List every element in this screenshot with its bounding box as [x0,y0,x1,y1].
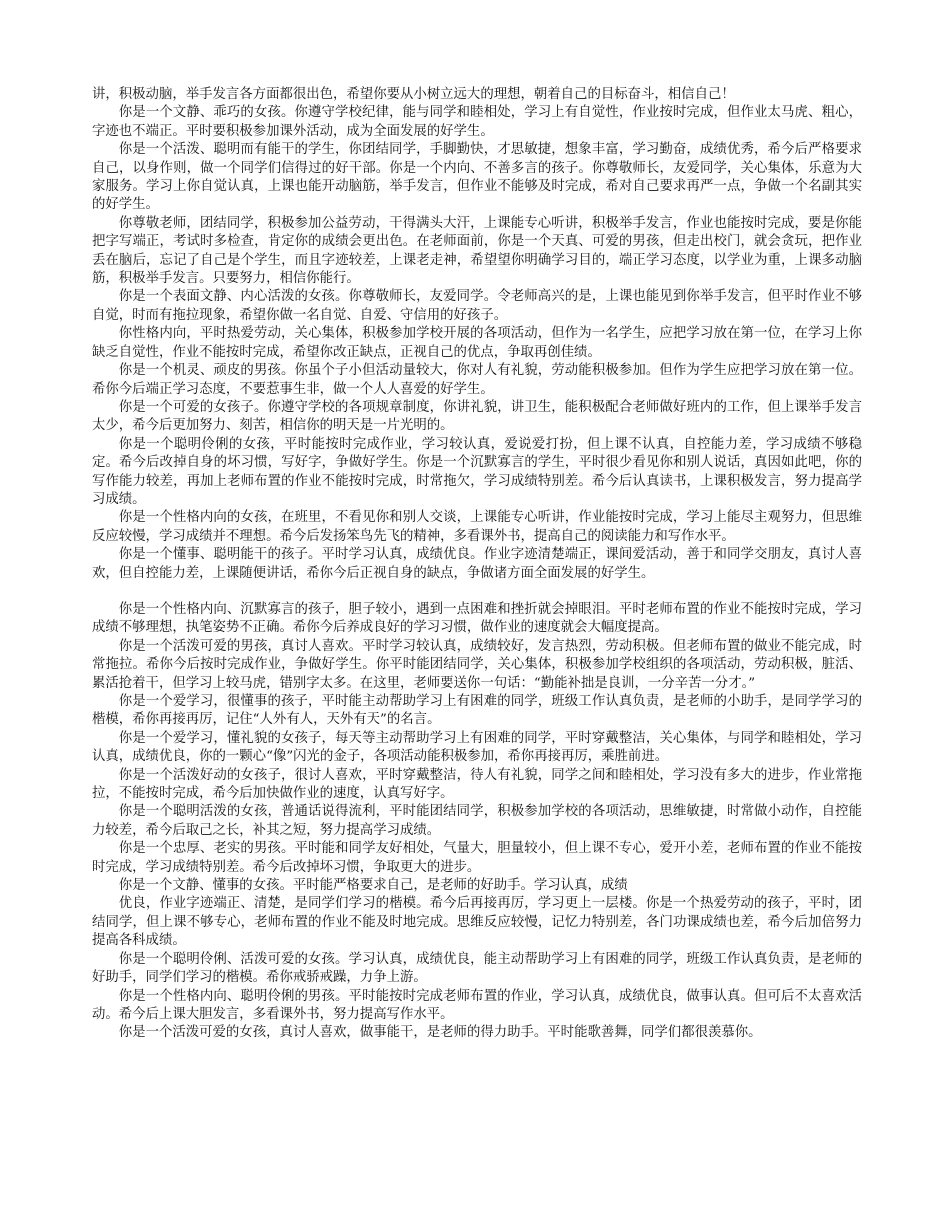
section-gap [92,583,862,601]
comment-paragraph: 你是一个聪明伶俐、活泼可爱的女孩。学习认真，成绩优良，能主动帮助学习上有困难的同学，班级工作认真负责，是老师的好助手，同学们学习的楷模。希你戒骄戒躁，力争上游。 [92,951,862,986]
comment-paragraph: 你性格内向，平时热爱劳动，关心集体，积极参加学校开展的各项活动，但作为一名学生，应把学习放在第一位，在学习上你缺乏自觉性，作业不能按时完成，希望你改正缺点，正视自己的优点，争取再创佳绩。 [92,326,862,360]
comment-paragraph: 你是一个性格内向、聪明伶俐的男孩。平时能按时完成老师布置的作业，学习认真，成绩优良，做事认真。但可后不太喜欢活动。希今后上课大胆发言，多看课外书，努力提高写作水平。 [92,988,862,1022]
comment-paragraph: 你是一个活泼可爱的女孩，真讨人喜欢，做事能干，是老师的得力助手。平时能歌善舞，同学们都很羡慕你。 [118,1025,762,1041]
comment-paragraph: 你是一个机灵、顽皮的男孩。你虽个子小但活动量较大，你对人有礼貌，劳动能积极参加。但作为学生应把学习放在第一位。希你今后端正学习态度，不要惹事生非，做一个人人喜爱的好学生。 [92,363,862,397]
comment-paragraph: 讲，积极动脑，举手发言各方面都很出色，希望你要从小树立远大的理想，朝着自己的目标奋斗，相信自己！ [92,87,735,102]
comment-paragraph: 你是一个活泼好动的女孩子，很讨人喜欢，平时穿戴整洁，待人有礼貌，同学之间和睦相处，学习没有多大的进步，作业常拖拉，不能按时完成，希今后加快做作业的速度，认真写好字。 [92,767,862,802]
comment-paragraph: 你是一个文静、乖巧的女孩。你遵守学校纪律，能与同学和睦相处，学习上有自觉性，作业按时完成，但作业太马虎、粗心，字迹也不端正。平时要积极参加课外活动，成为全面发展的好学生。 [92,105,862,139]
document-body [92,86,862,1043]
comment-paragraph: 你是一个忠厚、老实的男孩。平时能和同学友好相处，气量大，胆量较小，但上课不专心，爱开小差，老师布置的作业不能按时完成，学习成绩特别差。希今后改掉坏习惯，争取更大的进步。 [92,841,862,875]
comment-paragraph: 你是一个懂事、聪明能干的孩子。平时学习认真，成绩优良。作业字迹清楚端正，课间爱活动，善于和同学交朋友，真讨人喜欢，但自控能力差，上课随便讲话，希你今后正视自身的缺点，争做诸方面全面发展的好学生。 [92,547,862,581]
comment-paragraph: 你是一个性格内向、沉默寡言的孩子，胆子较小，遇到一点困难和挫折就会掉眼泪。平时老师布置的作业不能按时完成，学习成绩不够理想，执笔姿势不正确。希你今后养成良好的学习习惯，做作业的速度就会大幅度提高。 [92,601,862,636]
comment-paragraph: 你尊敬老师，团结同学，积极参加公益劳动，干得满头大汗，上课能专心听讲，积极举手发言，作业也能按时完成，要是你能把字写端正，考试时多检查，肯定你的成绩会更出色。在老师面前，你是一个天真、可爱的男孩，但走出校门，就会贪玩，把作业丢在脑后，忘记了自己是个学生，而且字迹较差，上课老走神，希望望你明确学习目的，端正学习态度，以学业为重，上课多动脑筋，积极举手发言。只要努力，相信你能行。 [92,215,862,287]
comment-paragraph: 你是一个聪明活泼的女孩，普通话说得流利，平时能团结同学，积极参加学校的各项活动，思维敏捷，时常做小动作，自控能力较差，希今后取己之长，补其之短，努力提高学习成绩。 [92,804,862,838]
comment-paragraph: 你是一个可爱的女孩子。你遵守学校的各项规章制度，你讲礼貌，讲卫生，能积极配合老师做好班内的工作，但上课举手发言太少，希今后更加努力、刻苦，相信你的明天是一片光明的。 [92,399,862,434]
comment-paragraph: 你是一个爱学习，很懂事的孩子，平时能主动帮助学习上有困难的同学，班级工作认真负责，是老师的小助手，是同学学习的楷模，希你再接再厉，记住“人外有人，天外有天”的名言。 [92,694,862,728]
comment-paragraph: 你是一个聪明伶俐的女孩，平时能按时完成作业，学习较认真，爱说爱打扮，但上课不认真，自控能力差，学习成绩不够稳定。希今后改掉自身的坏习惯，写好字，争做好学生。你是一个沉默寡言的学生，平时很少看见你和别人说话，真因如此吧，你的写作能力较差，再加上老师布置的作业不能按时完成，时常拖欠，学习成绩特别差。希今后认真读书，上课积极发言，努力提高学习成绩。 [92,436,862,507]
comment-paragraph: 你是一个活泼、聪明而有能干的学生，你团结同学，手脚勤快，才思敏捷，想象丰富，学习勤奋，成绩优秀，希今后严格要求自己，以身作则，做一个同学们信得过的好干部。你是一个内向、不善多言的孩子。你尊敬师长，友爱同学，关心集体，乐意为大家服务。学习上你自觉认真，上课也能开动脑筋，举手发言，但作业不能够及时完成，希对自己要求再严一点，争做一个名副其实的好学生。 [92,142,862,213]
comment-paragraph: 你是一个文静、懂事的女孩。平时能严格要求自己，是老师的好助手。学习认真，成绩 [118,878,628,894]
comment-paragraph: 你是一个爱学习，懂礼貌的女孩子，每天等主动帮助学习上有困难的同学，平时穿戴整洁，关心集体，与同学和睦相处，学习认真，成绩优良，你的一颗心“像”闪光的金子，各项活动能积极参加，希你再接再厉，乘胜前进。 [92,730,862,765]
comment-paragraph: 你是一个活泼可爱的男孩，真讨人喜欢。平时学习较认真，成绩较好，发言热烈，劳动积极。但老师布置的做业不能完成，时常拖拉。希你今后按时完成作业，争做好学生。你平时能团结同学，关心集体，积极参加学校组织的各项活动，劳动积极，脏活、累活抢着干，但学习上较马虎，错别字太多。在这里，老师要送你一句话：“勤能补拙是良训，一分辛苦一分才。” [92,638,862,691]
comment-paragraph: 你是一个表面文静、内心活泼的女孩。你尊敬师长，友爱同学。令老师高兴的是，上课也能见到你举手发言，但平时作业不够自觉，时而有拖拉现象，希望你做一名自觉、自爱、守信用的好孩子。 [92,289,862,323]
comment-paragraph: 优良，作业字迹端正、清楚，是同学们学习的楷模。希今后再接再厉，学习更上一层楼。你是一个热爱劳动的孩子，平时，团结同学，但上课不够专心，老师布置的作业不能及时地完成。思维反应较慢，记忆力特别差，各门功课成绩也差，希今后加倍努力提高各科成绩。 [92,896,862,949]
comment-paragraph: 你是一个性格内向的女孩，在班里，不看见你和别人交谈，上课能专心听讲，作业能按时完成，学习上能尽主观努力，但思维反应较慢，学习成绩并不理想。希今后发扬笨鸟先飞的精神，多看课外书，提高自己的阅读能力和写作水平。 [92,510,862,544]
